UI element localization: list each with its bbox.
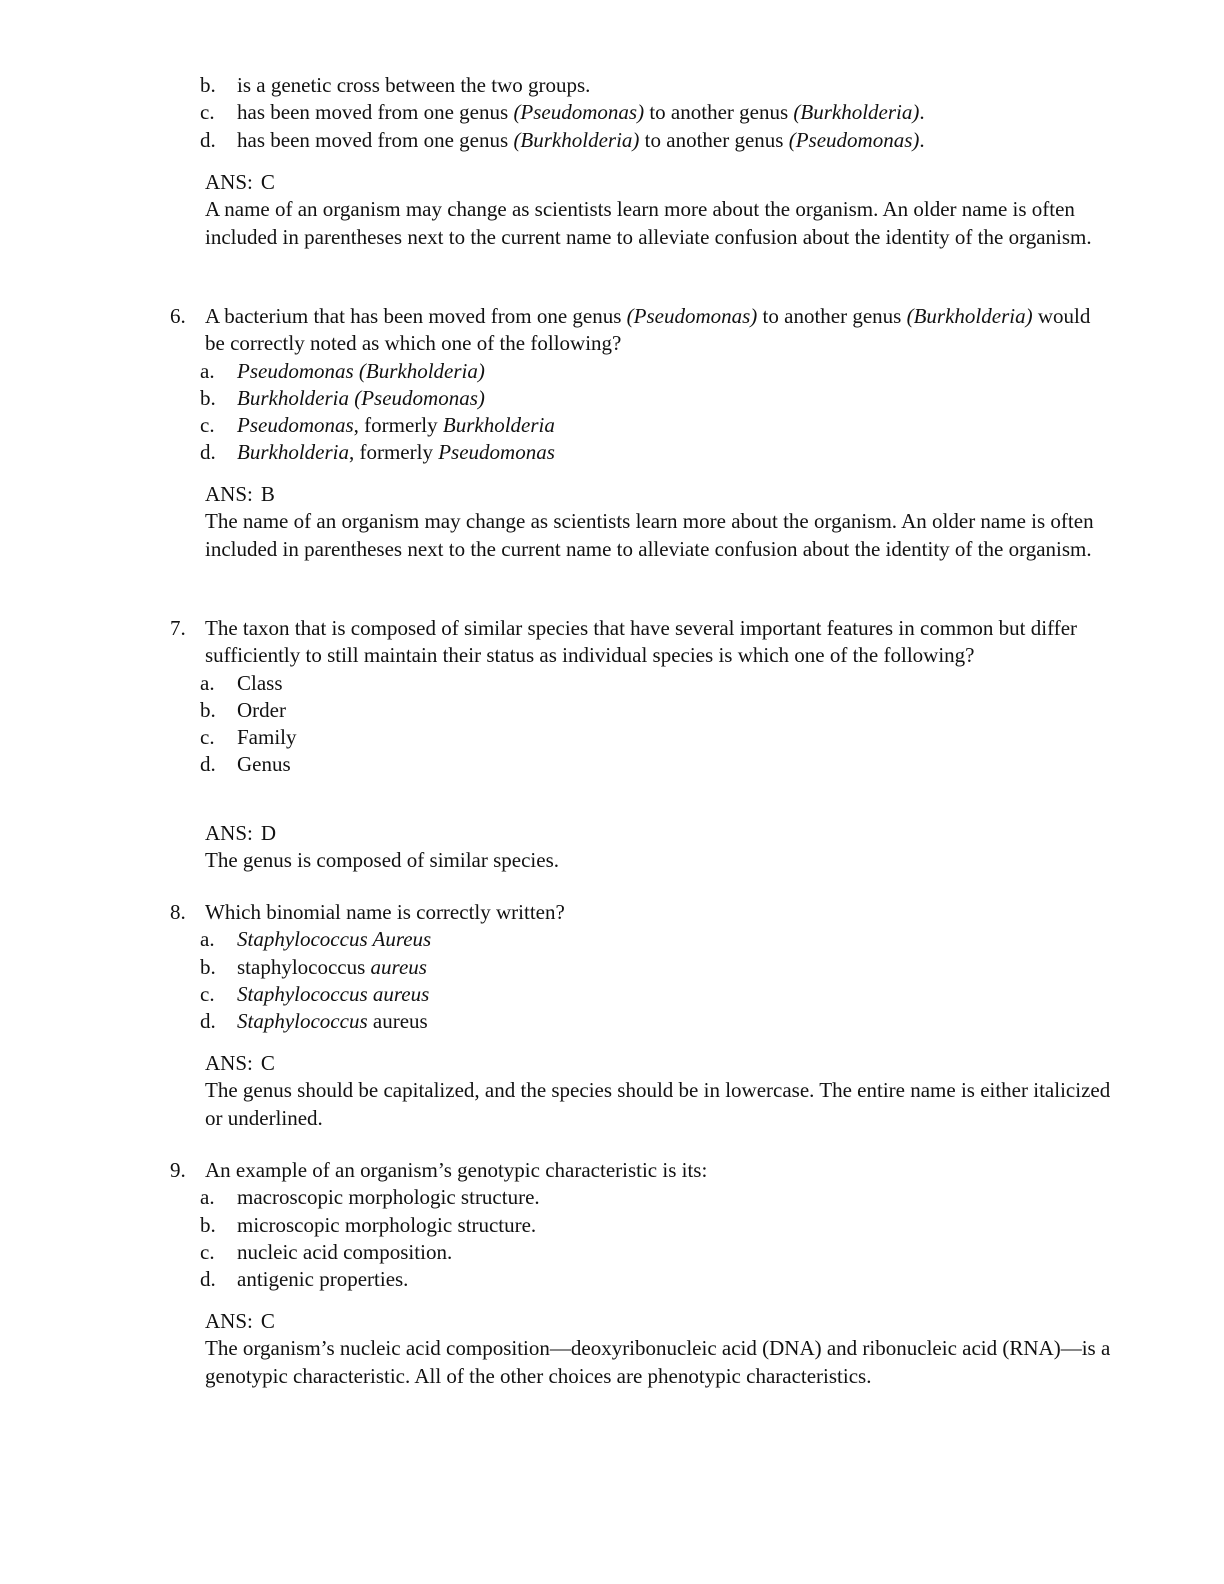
rationale: The genus should be capitalized, and the species should be in lowercase. The entire name is either italicized or underlined. [205,1078,1111,1130]
choice-list [170,670,1105,779]
question-number: 8. [170,900,186,924]
question-stem: An example of an organism’s genotypic characteristic is its: [205,1158,708,1182]
rationale: A name of an organism may change as scientists learn more about the organism. An older name is often included in parentheses next to the current name to alleviate confusion about the identity of the organism. [205,197,1092,249]
choice-c: c. Family [200,725,297,750]
choice-c: c. Staphylococcus aureus [200,981,430,1006]
choice-a: a. Pseudomonas (Burkholderia) [200,358,485,383]
choice-b: b. Burkholderia (Pseudomonas) [200,385,485,410]
choice-c: c. has been moved from one genus (Pseudomonas) to another genus (Burkholderia). [200,99,925,126]
choice-d: d. Burkholderia, formerly Pseudomonas [200,440,555,465]
rationale: The genus is composed of similar species. [205,848,560,873]
question-stem: The taxon that is composed of similar species that have several important features in common but differ sufficiently to still maintain their status as individual species is which one of the following? [205,616,1078,668]
choice-b: b. is a genetic cross between the two groups. [200,72,925,99]
answer-block [205,481,1115,563]
choice-d: d. Staphylococcus aureus [200,1009,428,1034]
choice-c: c. nucleic acid composition. [200,1239,453,1264]
answer-block [205,1050,1115,1132]
question-9 [170,1157,1105,1293]
answer-block [205,820,1115,875]
choice-list [170,1184,1105,1293]
answer-key: ANS: C [205,1051,275,1075]
choice-a: a. Class [200,670,283,695]
choice-d: d. antigenic properties. [200,1267,409,1292]
question-number: 6. [170,304,186,328]
choice-text: has been moved from one genus (Burkholderia) to another genus (Pseudomonas). [237,127,925,152]
choice-c: c. Pseudomonas, formerly Burkholderia [200,413,555,438]
question-number: 7. [170,616,186,640]
answer-block [205,169,1115,251]
continued-choices [200,72,925,154]
choice-b: b. staphylococcus aureus [200,954,427,979]
question-8 [170,899,1105,1035]
rationale: The organism’s nucleic acid composition—deoxyribonucleic acid (DNA) and ribonucleic acid (RNA)—is a genotypic characteristic. All of the other choices are phenotypic characteristics. [205,1336,1111,1388]
choice-list [170,358,1105,467]
question-6 [170,303,1105,467]
question-stem: A bacterium that has been moved from one genus (Pseudomonas) to another genus (Burkholderia) would be correctly noted as which one of the following? [205,304,1091,356]
question-stem: Which binomial name is correctly written? [205,900,565,924]
choice-d: d. Genus [200,752,291,777]
answer-key: ANS: D [205,821,277,845]
choice-d: d. has been moved from one genus (Burkholderia) to another genus (Pseudomonas). [200,127,925,154]
answer-key: ANS: C [205,1309,275,1333]
choice-b: b. microscopic morphologic structure. [200,1212,537,1237]
choice-a: a. Staphylococcus Aureus [200,927,432,952]
choice-list [170,926,1105,1035]
answer-block [205,1308,1115,1390]
question-7 [170,615,1105,779]
answer-key: ANS: C [205,170,275,194]
choice-b: b. Order [200,697,286,722]
choice-text: is a genetic cross between the two groups. [237,73,591,97]
answer-key: ANS: B [205,482,275,506]
question-number: 9. [170,1158,186,1182]
choice-a: a. macroscopic morphologic structure. [200,1185,540,1210]
choice-text: has been moved from one genus (Pseudomonas) to another genus (Burkholderia). [237,100,925,125]
rationale: The name of an organism may change as scientists learn more about the organism. An older name is often included in parentheses next to the current name to alleviate confusion about the identity of the organism. [205,509,1094,561]
